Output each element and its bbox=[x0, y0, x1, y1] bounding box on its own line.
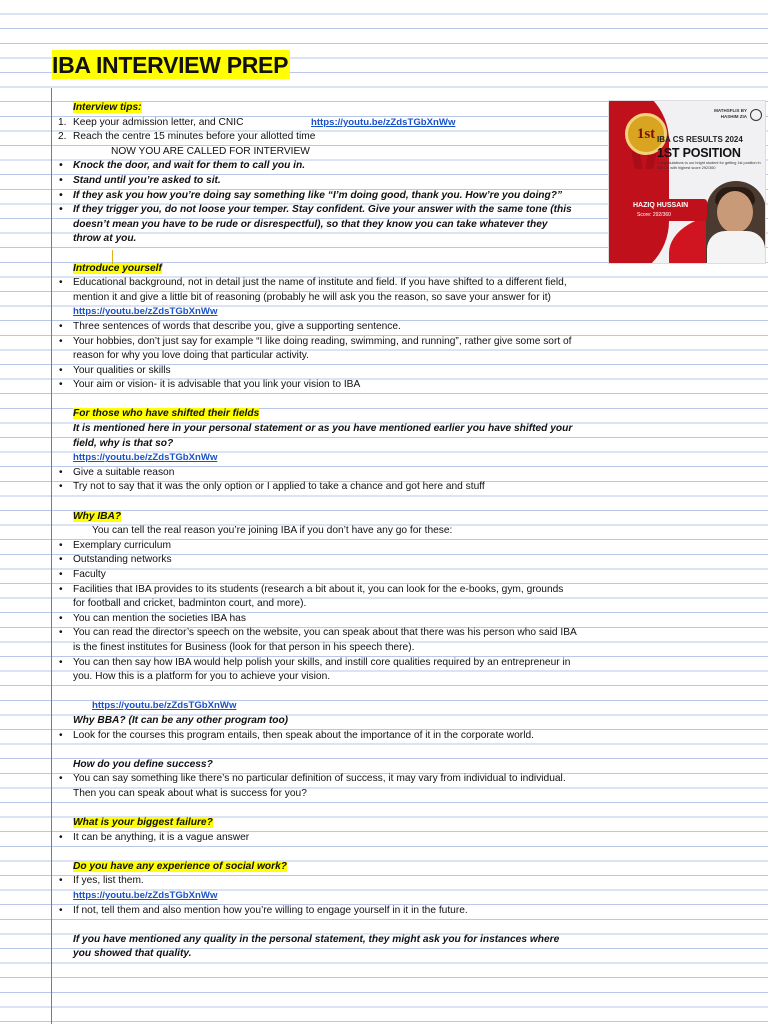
page-title: IBA INTERVIEW PREP bbox=[52, 52, 289, 78]
list-item: • You can read the director’s speech on the website, you can speak about that there was his person who said IBA is the finest institutes for Business (look for that person in his speech there). bbox=[58, 626, 578, 655]
video-link[interactable]: https://youtu.be/zZdsTGbXnWw bbox=[92, 700, 237, 712]
list-item: • It can be anything, it is a vague answer bbox=[58, 831, 578, 846]
list-item: • Your aim or vision- it is advisable that you link your vision to IBA bbox=[58, 378, 578, 393]
tip-bullet: • Knock the door, and wait for them to call you in. bbox=[58, 159, 578, 174]
list-item: • Your hobbies, don’t just say for example “I like doing reading, swimming, and running”, rather give some sort of reason for why you love doing that particular activity. bbox=[58, 335, 578, 364]
social-work-heading: Do you have any experience of social work? bbox=[73, 860, 288, 872]
poster-brand: MATHSFLIX BY HASHIM ZIA bbox=[714, 108, 747, 119]
tip-bullet: • If they trigger you, do not loose your temper. Stay confident. Give your answer with the same tone (this doesn’t mean you have to be rude or disrespectful), so that they know you can take whatever they throw at you. bbox=[58, 203, 578, 247]
text-cursor bbox=[112, 250, 121, 264]
tip-item-2: 2. Reach the centre 15 minutes before your allotted time bbox=[58, 131, 316, 143]
shifted-fields-heading: For those who have shifted their fields bbox=[73, 408, 260, 420]
list-item: • Exemplary curriculum bbox=[58, 539, 578, 554]
list-item: • You can mention the societies IBA has bbox=[58, 612, 578, 627]
why-bba-heading: Why BBA? (It can be any other program too) bbox=[73, 714, 289, 726]
poster-subtitle: IBA CS RESULTS 2024 bbox=[657, 135, 743, 144]
shifted-question: It is mentioned here in your personal statement or as you have mentioned earlier you have shifted your field, why is that so? bbox=[73, 423, 573, 449]
margin-line bbox=[51, 88, 52, 1024]
list-item: • Look for the courses this program entails, then speak about the importance of it in the corporate world. bbox=[58, 729, 578, 744]
list-item: • Try not to say that it was the only option or I applied to take a chance and got here and stuff bbox=[58, 480, 578, 495]
first-place-medal-icon: 1st bbox=[625, 113, 667, 155]
interview-tips-heading: Interview tips: bbox=[73, 102, 142, 113]
list-item: • Educational background, not in detail just the name of institute and field. If you have shifted to a different field, mention it and give a little bit of reasoning (probably he will ask you the reason, so save your answer for it) bbox=[58, 276, 578, 305]
tip-bullet: • If they ask you how you’re doing say something like “I’m doing good, thank you. How’re you doing?” bbox=[58, 189, 578, 204]
list-item: • You can then say how IBA would help polish your skills, and instill core qualities required by an entrepreneur in you. How this is a platform for you to achieve your vision. bbox=[58, 656, 578, 685]
student-name-box bbox=[627, 199, 707, 221]
list-item: • Give a suitable reason bbox=[58, 466, 578, 481]
results-poster bbox=[608, 100, 766, 264]
video-link[interactable]: https://youtu.be/zZdsTGbXnWw bbox=[73, 452, 218, 464]
why-iba-intro: You can tell the real reason you’re joining IBA if you don’t have any go for these: bbox=[92, 525, 453, 537]
brand-logo-icon bbox=[750, 109, 762, 121]
tip-bullet: • Stand until you’re asked to sit. bbox=[58, 174, 578, 189]
video-link[interactable]: https://youtu.be/zZdsTGbXnWw bbox=[311, 116, 456, 128]
student-name: HAZIQ HUSSAIN bbox=[633, 202, 689, 209]
document-body bbox=[58, 101, 578, 962]
success-heading: How do you define success? bbox=[73, 758, 213, 770]
introduce-yourself-heading: Introduce yourself bbox=[73, 262, 162, 274]
list-item: • Your qualities or skills bbox=[58, 364, 578, 379]
why-iba-heading: Why IBA? bbox=[73, 510, 122, 522]
list-item: • Three sentences of words that describe you, give a supporting sentence. bbox=[58, 320, 578, 335]
list-item: • If not, tell them and also mention how you’re willing to engage yourself in it in the future. bbox=[58, 904, 578, 919]
video-link[interactable]: https://youtu.be/zZdsTGbXnWw bbox=[73, 306, 218, 318]
closing-note: If you have mentioned any quality in the personal statement, they might ask you for instances where you showed that quality. bbox=[73, 933, 560, 960]
tip-item-1: 1. Keep your admission letter, and CNIC https://youtu.be/zZdsTGbXnWw bbox=[58, 116, 578, 131]
list-item: • Outstanding networks bbox=[58, 553, 578, 568]
list-item: • If yes, list them. bbox=[58, 874, 578, 889]
poster-congrats: Congratulations to our bright student for getting 1st position in IBA CS with highest score 292/360 bbox=[657, 161, 761, 170]
list-item: • Faculty bbox=[58, 568, 578, 583]
poster-headline: 1ST POSITION bbox=[657, 146, 741, 160]
list-item: • You can say something like there’s no particular definition of success, it may vary from individual to individual. Then you can speak about what is success for you? bbox=[58, 772, 578, 801]
student-score: Score: 292/360 bbox=[637, 212, 671, 218]
called-for-interview: NOW YOU ARE CALLED FOR INTERVIEW bbox=[111, 145, 310, 157]
list-item: • Facilities that IBA provides to its students (research a bit about it, you can look for the e-books, gym, grounds for football and cricket, badminton court, and more). bbox=[58, 583, 578, 612]
failure-heading: What is your biggest failure? bbox=[73, 817, 213, 829]
video-link[interactable]: https://youtu.be/zZdsTGbXnWw bbox=[73, 890, 218, 902]
